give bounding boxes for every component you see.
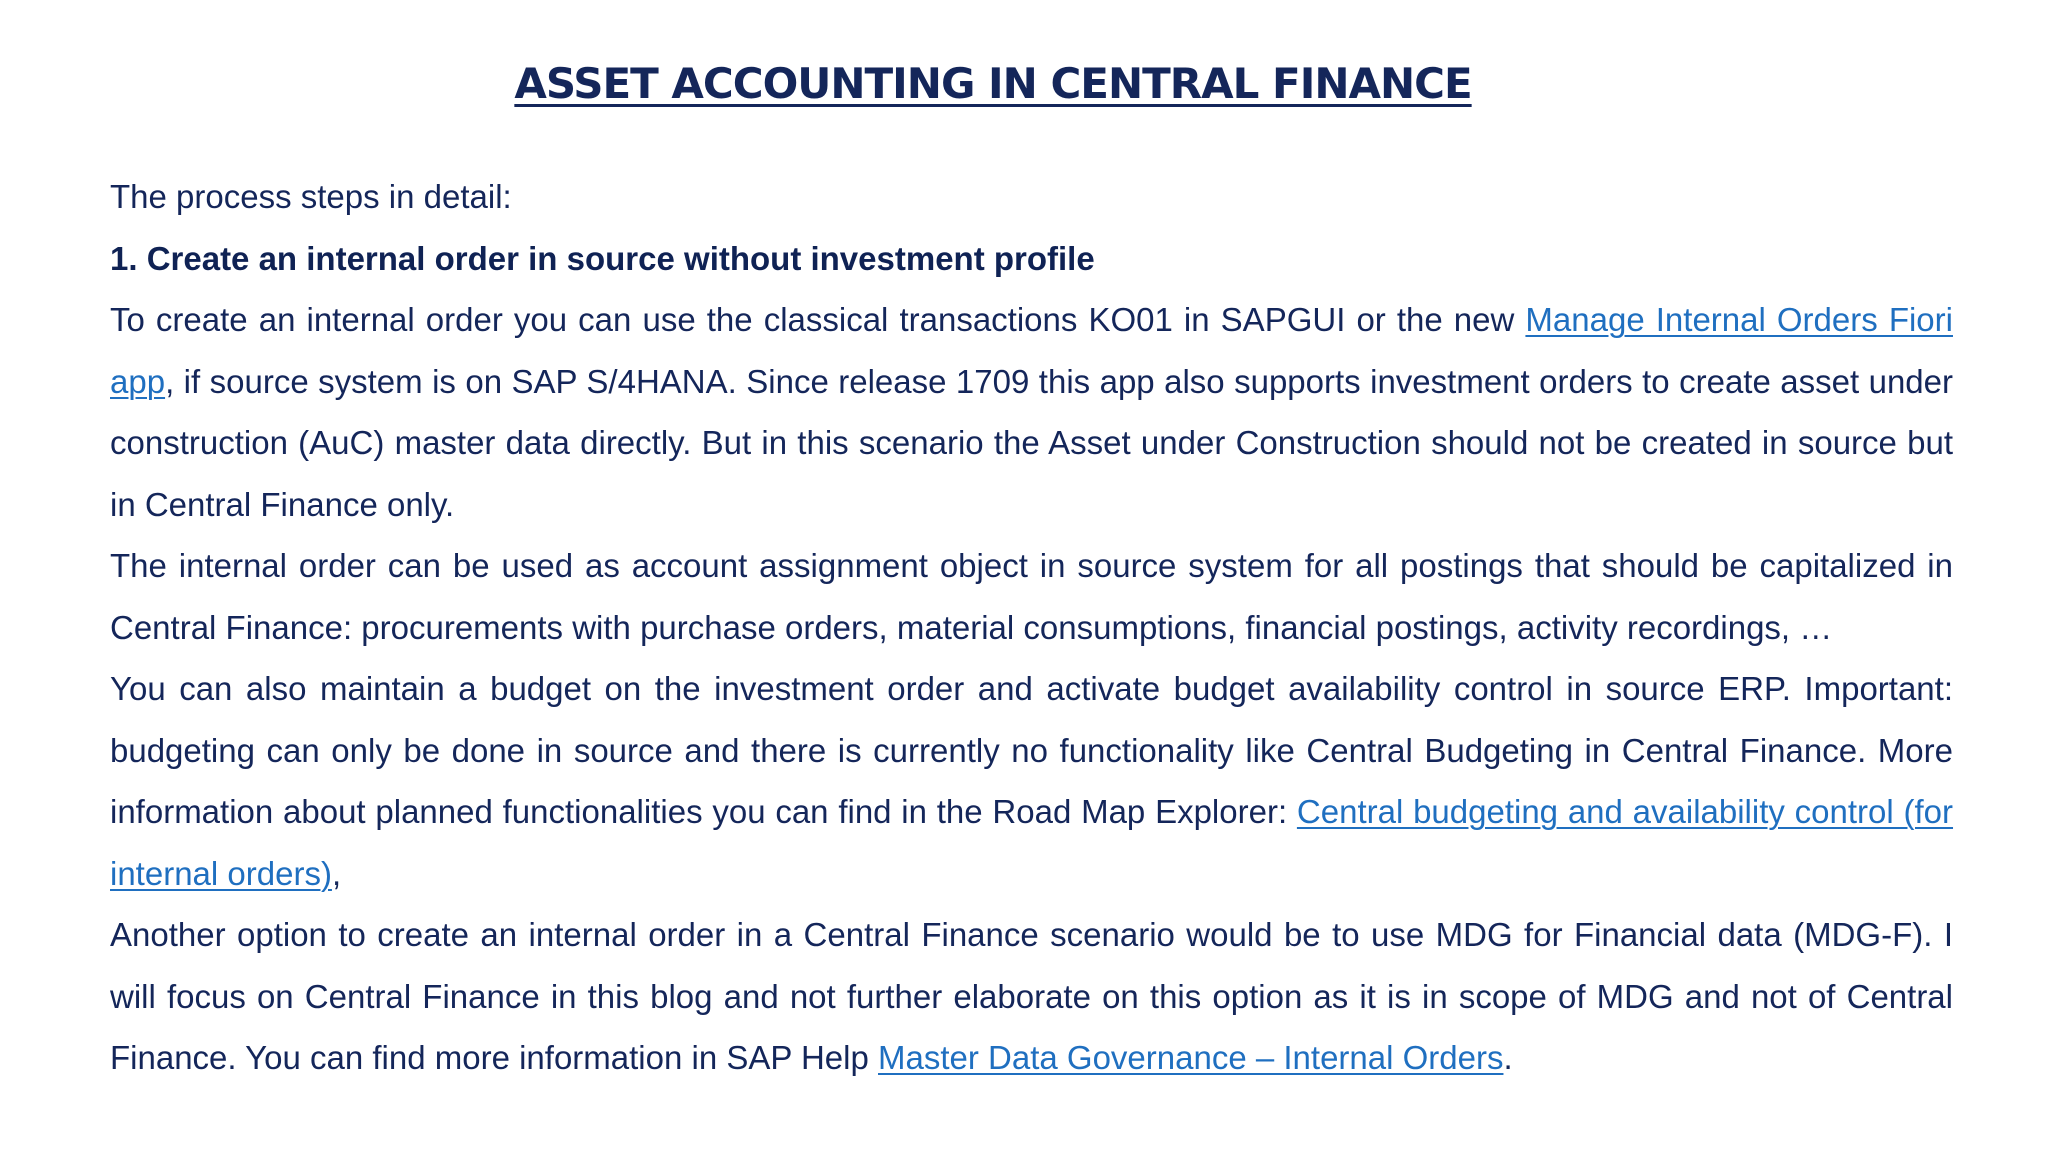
paragraph-text: , if source system is on SAP S/4HANA. Since release 1709 this app also supports investment orders to create asset under construction (AuC) master data directly. But in this scenario the Asset under Construction should not be created in source but in Central Finance only. (110, 362, 1953, 523)
paragraph-text: You can also maintain a budget on the investment order and activate budget availability control in source ERP. Important: budgeting can only be done in source and there is currently no functionality like Central Budgeting in Central Finance. More information about planned functionalities you can find in the Road Map Explorer: (110, 670, 1953, 830)
master-data-governance-link[interactable]: Master Data Governance – Internal Orders (878, 1039, 1504, 1076)
paragraph-text: . (1503, 1039, 1513, 1076)
paragraph-text: , (331, 854, 342, 892)
step-heading: 1. Create an internal order in source without investment profile (110, 239, 1095, 277)
paragraph-text: Another option to create an internal order in a Central Finance scenario would be to use MDG for Financial data (MDG-F). I will focus on Central Finance in this blog and not further elaborate on this option as it is in scope of MDG and not of Central Finance. You can find more information in SAP Help (110, 916, 1953, 1076)
paragraph-budget (110, 658, 1953, 904)
paragraph-mdg-option (110, 904, 1953, 1089)
page-title: ASSET ACCOUNTING IN CENTRAL FINANCE (514, 59, 1472, 108)
content-body (110, 166, 1953, 1089)
paragraph-account-assignment: The internal order can be used as account assignment object in source system for all postings that should be capitalized in Central Finance: procurements with purchase orders, material consumptions, financial postings, activity recordings, … (110, 547, 1953, 646)
central-budgeting-link[interactable]: Central budgeting and availability control (for internal orders) (110, 793, 1954, 892)
paragraph-internal-order-creation (110, 289, 1953, 535)
intro-text: The process steps in detail: (110, 178, 512, 215)
manage-internal-orders-link[interactable]: Manage Internal Orders Fiori app (110, 301, 1953, 400)
paragraph-text: To create an internal order you can use the classical transactions KO01 in SAPGUI or the new (110, 301, 1526, 338)
